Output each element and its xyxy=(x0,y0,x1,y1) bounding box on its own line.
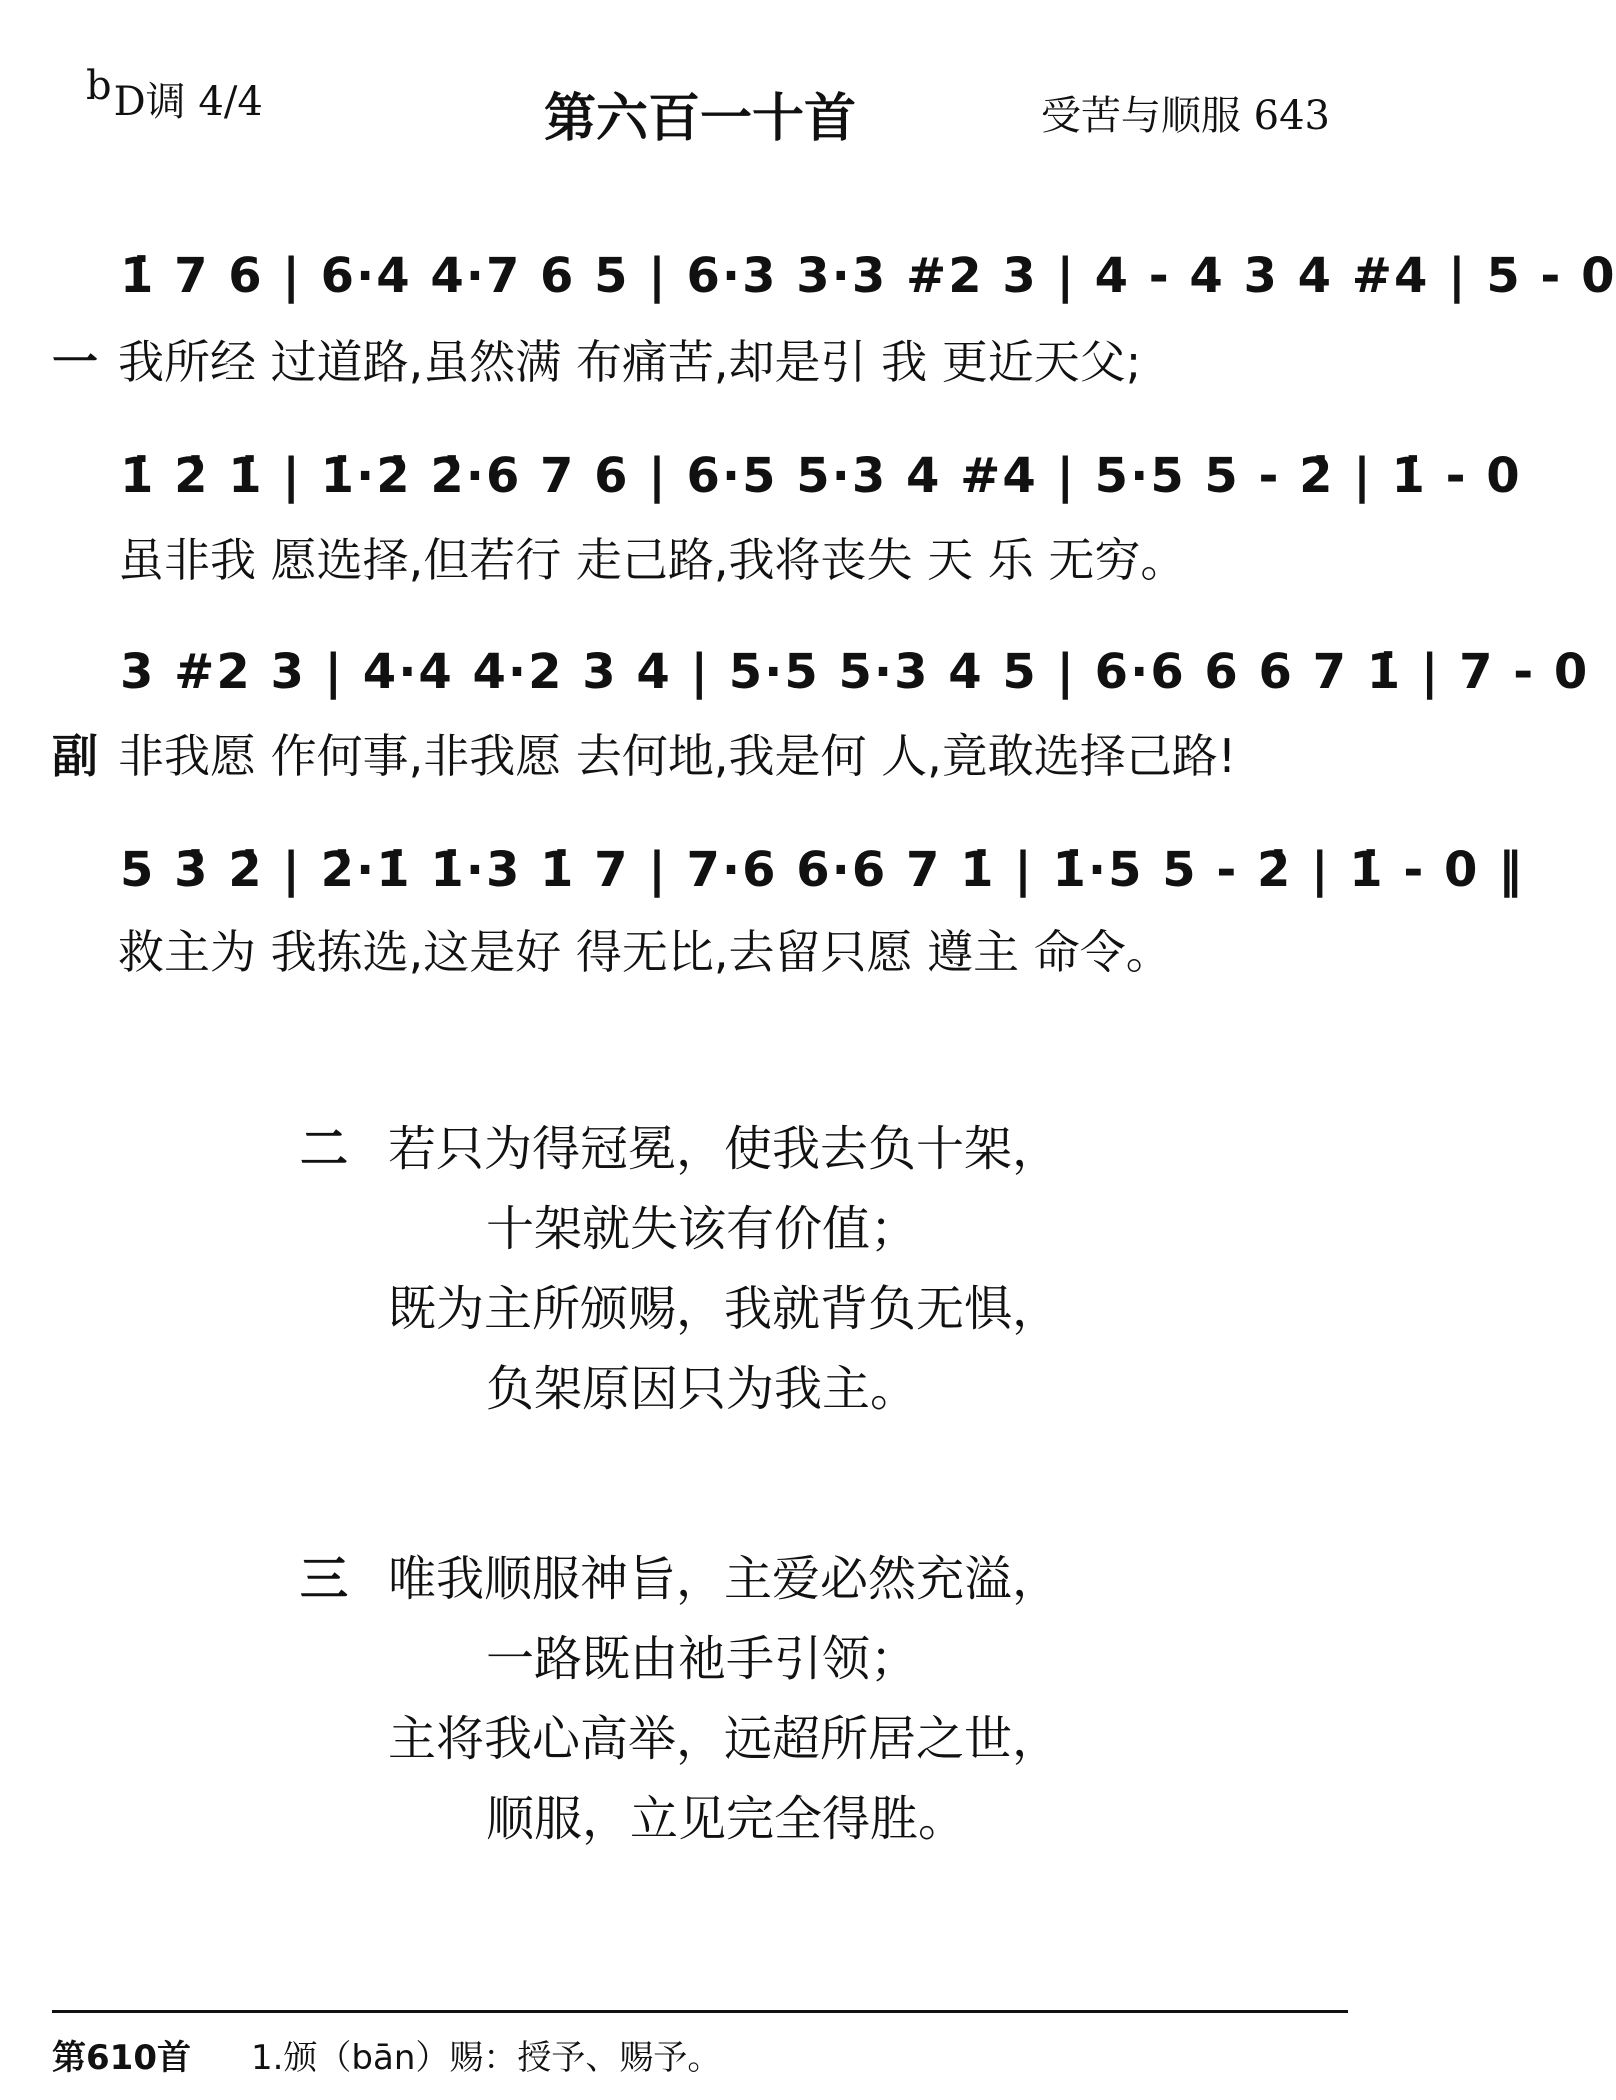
lyric-text: 救主为 我拣选,这是好 得无比,去留只愿 遵主 命令。 xyxy=(118,925,1172,979)
notation-text: 3 #2 3 | 4·4 4·2 3 4 | 5·5 5·3 4 5 | 6·6 6 6 7 1̇ | 7 - 0 xyxy=(120,644,1590,700)
key-name: D调 xyxy=(113,79,186,125)
time-signature: 4/4 xyxy=(198,79,263,125)
stanza-number: 二 xyxy=(300,1121,349,1177)
stanza-number: 三 xyxy=(300,1551,349,1607)
stanza-line: 顺服，立见完全得胜。 xyxy=(486,1791,967,1847)
section-label: 受苦与顺服 643 xyxy=(1040,93,1330,139)
stanza-line: 负架原因只为我主。 xyxy=(486,1361,919,1417)
stanza-line: 既为主所颁赐，我就背负无惧， xyxy=(388,1281,1061,1337)
footer-divider xyxy=(52,2010,1348,2013)
notation-text: 5 3̇ 2̇ | 2̇·1̇ 1̇·3 1̇ 7 | 7·6 6·6 7 1̇ | 1̇·5 5 - 2̇ | 1̇ - 0 ‖ xyxy=(120,842,1525,898)
verse-label: 副 xyxy=(52,729,98,783)
footnote-text: 1.颁（bān）赐：授予、赐予。 xyxy=(250,2038,722,2078)
lyric-text: 我所经 过道路,虽然满 布痛苦,却是引 我 更近天父; xyxy=(118,335,1142,389)
notation-text: 1̇ 7 6 | 6·4 4·7 6 5 | 6·3 3·3 #2 3 | 4 - 4 3 4 #4 | 5 - 0 xyxy=(120,248,1616,304)
stanza-line: 主将我心高举，远超所居之世， xyxy=(388,1711,1061,1767)
footnote xyxy=(52,2030,721,2079)
hymn-title: 第六百一十首 xyxy=(543,89,856,149)
lyric-text: 虽非我 愿选择,但若行 走己路,我将丧失 天 乐 无穷。 xyxy=(118,533,1187,587)
stanza-line: 十架就失该有价值； xyxy=(486,1201,919,1257)
stanza-line: 一路既由祂手引领； xyxy=(486,1631,919,1687)
notation-row-2 xyxy=(120,430,1522,510)
stanza-line: 若只为得冠冕，使我去负十架， xyxy=(388,1121,1061,1177)
stanza-line: 唯我顺服神旨，主爱必然充溢， xyxy=(388,1551,1061,1607)
footnote-hymn-number: 第610首 xyxy=(52,2038,191,2078)
notation-row-4 xyxy=(120,824,1525,904)
lyric-row-3 xyxy=(52,720,1352,786)
notation-row-3 xyxy=(120,626,1590,706)
lyric-text: 非我愿 作何事,非我愿 去何地,我是何 人,竟敢选择己路! xyxy=(118,729,1237,783)
verse-label: 一 xyxy=(52,335,98,389)
lyric-row-2 xyxy=(52,524,1352,590)
lyric-row-1 xyxy=(52,326,1352,392)
notation-row-1 xyxy=(120,230,1616,310)
notation-text: 1̇ 2̇ 1̇ | 1̇·2̇ 2̇·6 7 6 | 6·5 5·3 4 #4 | 5·5 5 - 2̇ | 1̇ - 0 xyxy=(120,448,1522,504)
flat-sign: b xyxy=(86,63,112,109)
lyric-row-4 xyxy=(52,916,1352,982)
